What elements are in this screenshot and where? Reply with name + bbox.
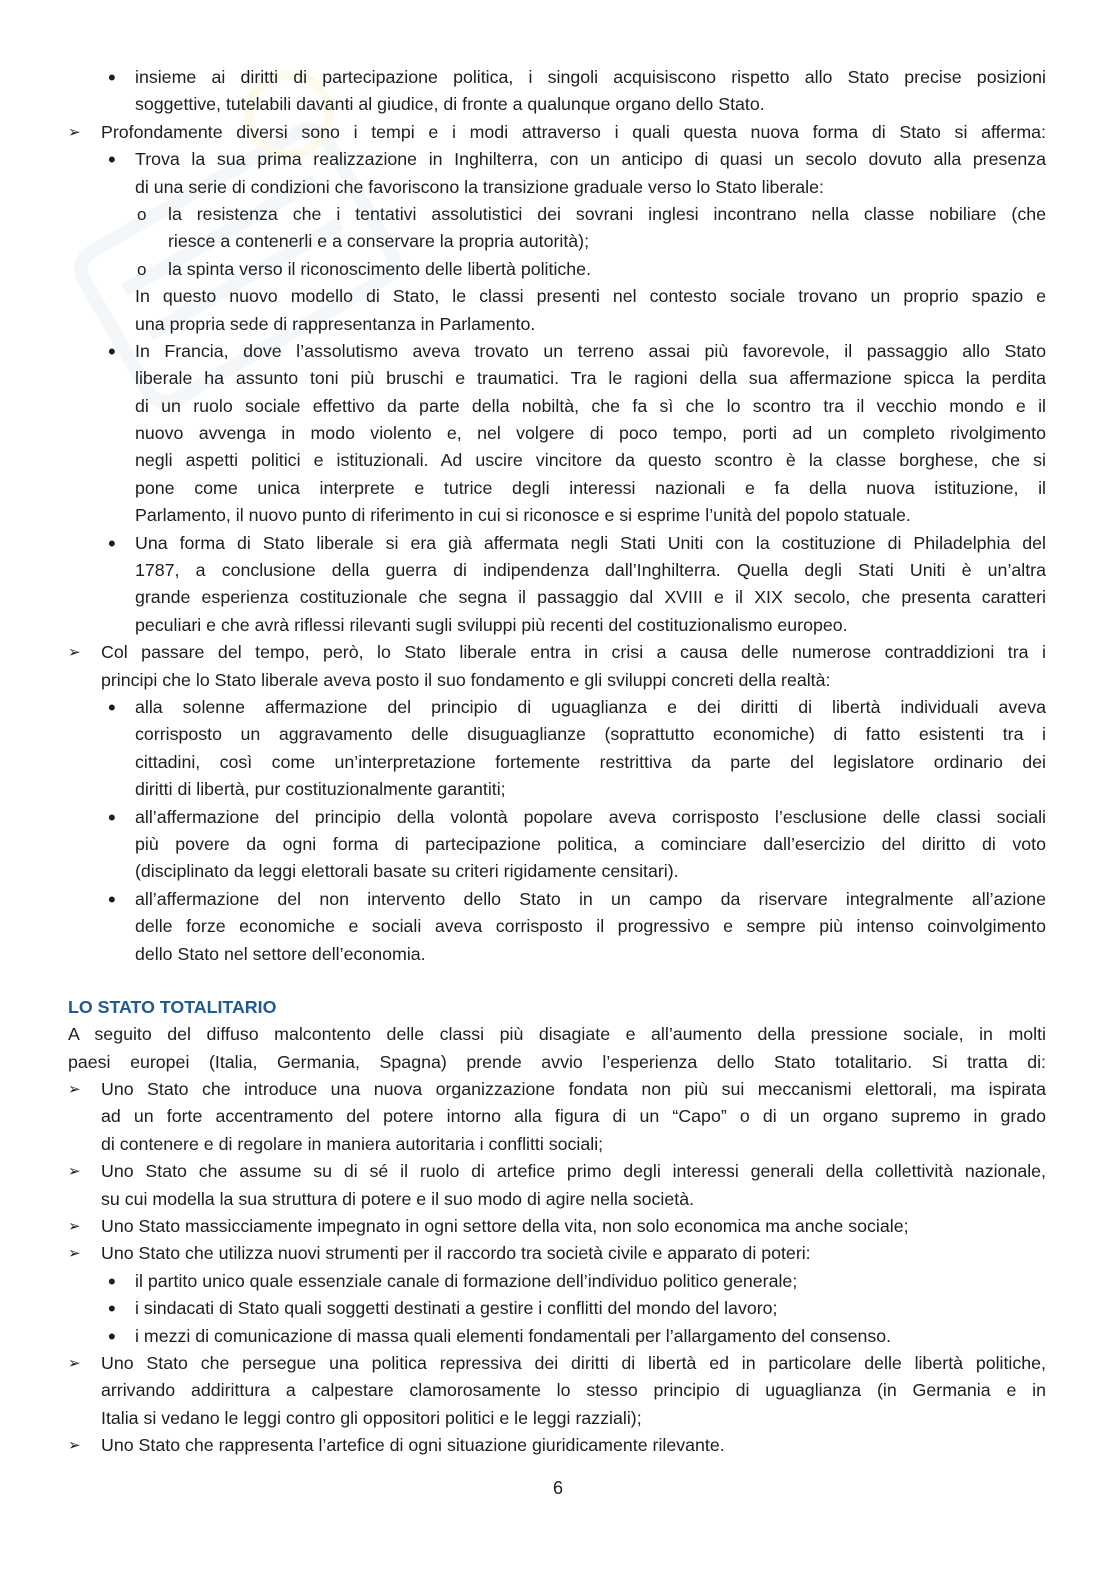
text-line: di un ruolo sociale effettivo da parte della nobiltà, che fa sì che lo scontro tra il vecchio mondo e il xyxy=(135,395,1046,416)
text-line: delle forze economiche e sociali aveva corrisposto il progressivo e sempre più intenso coinvolgimento xyxy=(135,916,1046,937)
bullet-marker: • xyxy=(108,1323,116,1349)
text-line: ➢ Uno Stato che persegue una politica repressiva dei diritti di libertà ed in particolare delle libertà politiche, xyxy=(68,1350,1046,1377)
bullet-marker: • xyxy=(108,1296,116,1322)
circle-marker: o xyxy=(137,204,147,224)
text-line: dello Stato nel settore dell’economia. xyxy=(135,943,426,964)
text-line: ➢ Uno Stato che assume su di sé il ruolo di artefice primo degli interessi generali della collettività nazionale, xyxy=(68,1158,1046,1185)
text-line: (disciplinato da leggi elettorali basate su criteri rigidamente censitari). xyxy=(135,861,679,882)
text-line: Italia si vedano le leggi contro gli oppositori politici e le leggi razziali); xyxy=(101,1407,642,1428)
text-line: A seguito del diffuso malcontento delle classi più disagiate e all’aumento della pressione sociale, in molti xyxy=(68,1024,1046,1045)
bullet-marker: • xyxy=(108,147,116,173)
text-line: • i mezzi di comunicazione di massa quali elementi fondamentali per l’allargamento del consenso. xyxy=(108,1323,892,1349)
arrow-marker: ➢ xyxy=(68,1163,81,1181)
text-line: più povere da ogni forma di partecipazione politica, a cominciare dall’esercizio del diritto di voto xyxy=(135,833,1046,854)
text-line: soggettive, tutelabili davanti al giudice, di fronte a qualunque organo dello Stato. xyxy=(135,94,765,115)
text-line: • insieme ai diritti di partecipazione politica, i singoli acquisiscono rispetto allo Stato precise posizioni xyxy=(108,65,1046,90)
text-line: • i sindacati di Stato quali soggetti destinati a gestire i conflitti del mondo del lavoro; xyxy=(108,1296,778,1322)
text-line: ➢ Uno Stato massicciamente impegnato in ogni settore della vita, non solo economica ma anche sociale; xyxy=(68,1213,1046,1240)
text-line: di una serie di condizioni che favoriscono la transizione graduale verso lo Stato liberale: xyxy=(135,176,824,197)
bullet-marker: • xyxy=(108,65,116,90)
text-line: nuovo avvenga in modo violento e, nel volgere di poco tempo, porti ad un completo rivolgimento xyxy=(135,423,1046,444)
text-line: o la spinta verso il riconoscimento delle libertà politiche. xyxy=(68,256,1046,283)
text-line: ➢ Uno Stato che rappresenta l’artefice di ogni situazione giuridicamente rilevante. xyxy=(68,1432,1046,1459)
arrow-marker: ➢ xyxy=(68,123,81,141)
text-line: grande esperienza costituzionale che segna il passaggio dal XVIII e il XIX secolo, che presenta caratteri xyxy=(135,587,1046,608)
text-line: o la resistenza che i tentativi assolutistici dei sovrani inglesi incontrano nella classe nobiliare (che xyxy=(68,201,1046,228)
text-line: su cui modella la sua struttura di potere e il suo modo di agire nella società. xyxy=(101,1188,695,1209)
text-line: • Trova la sua prima realizzazione in Inghilterra, con un anticipo di quasi un secolo dovuto alla presenza xyxy=(108,147,1046,173)
text-line: In questo nuovo modello di Stato, le classi presenti nel contesto sociale trovano un proprio spazio e xyxy=(135,286,1046,307)
section-heading: LO STATO TOTALITARIO xyxy=(68,996,277,1017)
arrow-marker: ➢ xyxy=(68,1081,81,1099)
text-line: una propria sede di rappresentanza in Parlamento. xyxy=(135,313,536,334)
text-line: ad un forte accentramento del potere intorno alla figura di un “Capo” o di un organo supremo in grado xyxy=(101,1106,1046,1127)
text-line: negli aspetti politici e istituzionali. Ad uscire vincitore da questo scontro è la classe borghese, che si xyxy=(135,450,1046,471)
text-line: riesce a contenerli e a conservare la propria autorità); xyxy=(168,231,590,252)
bullet-marker: • xyxy=(108,338,116,364)
bullet-marker: • xyxy=(108,804,116,830)
bullet-marker: • xyxy=(108,694,116,720)
text-line: • il partito unico quale essenziale canale di formazione dell’individuo politico generale; xyxy=(108,1268,798,1294)
text-line: ➢ Uno Stato che introduce una nuova organizzazione fondata non più sui meccanismi elettorali, ma ispirata xyxy=(68,1076,1046,1103)
text-line: 1787, a conclusione della guerra di indipendenza dall’Inghilterra. Quella degli Stati Uniti è un’altra xyxy=(135,560,1046,581)
arrow-marker: ➢ xyxy=(68,1245,81,1263)
text-line: paesi europei (Italia, Germania, Spagna) prende avvio l’esperienza dello Stato totalitario. Si tratta di: xyxy=(68,1051,1046,1072)
document-page xyxy=(68,64,1046,1460)
text-line: liberale ha assunto toni più bruschi e traumatici. Tra le ragioni della sua affermazione spicca la perdita xyxy=(135,368,1046,389)
text-line: arrivando addirittura a calpestare clamorosamente lo stesso principio di uguaglianza (in Germania e in xyxy=(101,1380,1046,1401)
text-line: peculiari e che avrà riflessi rilevanti sugli sviluppi più recenti del costituzionalismo europeo. xyxy=(135,614,848,635)
text-line: ➢ Col passare del tempo, però, lo Stato liberale entra in crisi a causa delle numerose contraddizioni tra i xyxy=(68,639,1046,666)
circle-marker: o xyxy=(137,259,147,279)
bullet-marker: • xyxy=(108,886,116,912)
page-number: 6 xyxy=(552,1478,563,1498)
bullet-marker: • xyxy=(108,1268,116,1294)
text-line: Parlamento, il nuovo punto di riferimento in cui si riconosce e si esprime l’unità del popolo statuale. xyxy=(135,505,911,526)
arrow-marker: ➢ xyxy=(68,1354,81,1372)
text-line: pone come unica interprete e tutrice degli interessi nazionali e fa della nuova istituzione, il xyxy=(135,477,1046,498)
text-line: diritti di libertà, pur costituzionalmente garantiti; xyxy=(135,779,506,800)
text-line: • Una forma di Stato liberale si era già affermata negli Stati Uniti con la costituzione di Philadelphia del xyxy=(108,530,1046,556)
text-line: • all’affermazione del non intervento dello Stato in un campo da riservare integralmente all’azione xyxy=(108,886,1046,912)
arrow-marker: ➢ xyxy=(68,644,81,662)
text-line: cittadini, così come un’interpretazione fortemente restrittiva da parte del legislatore ordinario dei xyxy=(135,751,1046,772)
text-line: • alla solenne affermazione del principio di uguaglianza e dei diritti di libertà individuali aveva xyxy=(108,694,1046,720)
text-line: ➢ Profondamente diversi sono i tempi e i modi attraverso i quali questa nuova forma di Stato si afferma: xyxy=(68,119,1046,146)
text-line: corrisposto un aggravamento delle disuguaglianze (soprattutto economiche) di fatto esistenti tra i xyxy=(135,724,1046,745)
bullet-marker: • xyxy=(108,530,116,556)
text-line: • In Francia, dove l’assolutismo aveva trovato un terreno assai più favorevole, il passaggio allo Stato xyxy=(108,338,1046,364)
arrow-marker: ➢ xyxy=(68,1437,81,1455)
text-line: ➢ Uno Stato che utilizza nuovi strumenti per il raccordo tra società civile e apparato di poteri: xyxy=(68,1240,1046,1267)
text-line: di contenere e di regolare in maniera autoritaria i conflitti sociali; xyxy=(101,1133,604,1154)
text-line: • all’affermazione del principio della volontà popolare aveva corrisposto l’esclusione delle classi sociali xyxy=(108,804,1046,830)
text-line: principi che lo Stato liberale aveva posto il suo fondamento e gli sviluppi concreti della realtà: xyxy=(101,669,831,690)
arrow-marker: ➢ xyxy=(68,1218,81,1236)
